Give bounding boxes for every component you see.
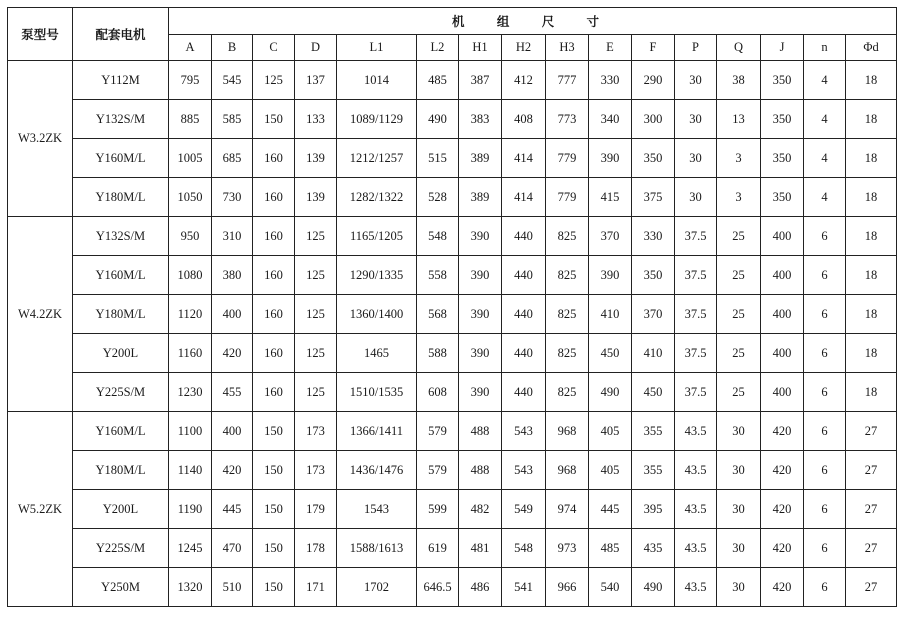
dimension-cell: 27 [846, 490, 897, 529]
motor-cell: Y160M/L [73, 139, 169, 178]
pump-model-cell: W5.2ZK [8, 412, 73, 607]
column-header: Φd [846, 35, 897, 61]
dimension-cell: 30 [717, 529, 761, 568]
dimension-cell: 387 [459, 61, 502, 100]
dimension-cell: 350 [761, 100, 804, 139]
dimension-cell: 400 [761, 373, 804, 412]
dimension-cell: 160 [253, 139, 295, 178]
dimension-cell: 619 [417, 529, 459, 568]
dimension-cell: 585 [212, 100, 253, 139]
dimension-cell: 410 [589, 295, 632, 334]
dimension-cell: 150 [253, 100, 295, 139]
dimension-cell: 1140 [169, 451, 212, 490]
motor-cell: Y225S/M [73, 529, 169, 568]
dimension-cell: 6 [804, 490, 846, 529]
dimension-cell: 1360/1400 [337, 295, 417, 334]
dimension-cell: 825 [546, 217, 589, 256]
dimension-cell: 1165/1205 [337, 217, 417, 256]
dimension-cell: 405 [589, 412, 632, 451]
dimension-cell: 410 [632, 334, 675, 373]
dimension-cell: 4 [804, 139, 846, 178]
dimension-cell: 43.5 [675, 451, 717, 490]
dimension-cell: 1465 [337, 334, 417, 373]
dimension-cell: 481 [459, 529, 502, 568]
dimension-cell: 540 [589, 568, 632, 607]
dimension-cell: 350 [761, 178, 804, 217]
dimension-cell: 125 [295, 334, 337, 373]
dimension-cell: 420 [212, 334, 253, 373]
dimension-cell: 543 [502, 412, 546, 451]
dimension-cell: 408 [502, 100, 546, 139]
dimension-cell: 548 [417, 217, 459, 256]
dimension-cell: 968 [546, 451, 589, 490]
dimension-cell: 330 [589, 61, 632, 100]
dimension-cell: 355 [632, 412, 675, 451]
table-row [8, 412, 897, 451]
dimension-cell: 412 [502, 61, 546, 100]
dimension-cell: 43.5 [675, 529, 717, 568]
dimension-cell: 1510/1535 [337, 373, 417, 412]
dimension-cell: 543 [502, 451, 546, 490]
dimension-cell: 160 [253, 295, 295, 334]
dimension-cell: 30 [717, 568, 761, 607]
dimension-cell: 178 [295, 529, 337, 568]
dimension-cell: 150 [253, 568, 295, 607]
dimension-cell: 885 [169, 100, 212, 139]
table-row [8, 139, 897, 178]
motor-cell: Y180M/L [73, 295, 169, 334]
dimension-cell: 30 [717, 451, 761, 490]
dimension-cell: 350 [761, 139, 804, 178]
dimension-cell: 389 [459, 178, 502, 217]
table-row [8, 295, 897, 334]
dimension-cell: 470 [212, 529, 253, 568]
dimension-cell: 558 [417, 256, 459, 295]
dimension-cell: 375 [632, 178, 675, 217]
dimension-cell: 18 [846, 295, 897, 334]
dimension-cell: 355 [632, 451, 675, 490]
dimension-cell: 160 [253, 334, 295, 373]
dimension-cell: 18 [846, 217, 897, 256]
dimension-cell: 549 [502, 490, 546, 529]
dimension-cell: 440 [502, 217, 546, 256]
dimension-cell: 173 [295, 412, 337, 451]
dimension-cell: 137 [295, 61, 337, 100]
dimension-cell: 6 [804, 451, 846, 490]
dimension-cell: 974 [546, 490, 589, 529]
dimension-cell: 400 [761, 295, 804, 334]
dimension-cell: 548 [502, 529, 546, 568]
dimension-cell: 1014 [337, 61, 417, 100]
dimension-cell: 435 [632, 529, 675, 568]
dimension-cell: 608 [417, 373, 459, 412]
dimension-cell: 125 [295, 295, 337, 334]
dimension-cell: 6 [804, 529, 846, 568]
dimension-cell: 18 [846, 178, 897, 217]
dimension-cell: 415 [589, 178, 632, 217]
pump-model-cell: W4.2ZK [8, 217, 73, 412]
motor-cell: Y160M/L [73, 412, 169, 451]
column-header: P [675, 35, 717, 61]
dimension-cell: 390 [459, 256, 502, 295]
dimension-cell: 37.5 [675, 217, 717, 256]
column-header: B [212, 35, 253, 61]
dimension-cell: 383 [459, 100, 502, 139]
dimension-cell: 4 [804, 178, 846, 217]
dimension-cell: 150 [253, 490, 295, 529]
dimension-cell: 1120 [169, 295, 212, 334]
dimension-cell: 400 [212, 412, 253, 451]
motor-cell: Y132S/M [73, 100, 169, 139]
dimension-cell: 25 [717, 334, 761, 373]
dimension-cell: 18 [846, 334, 897, 373]
dimension-cell: 1366/1411 [337, 412, 417, 451]
motor-cell: Y112M [73, 61, 169, 100]
dimension-cell: 779 [546, 178, 589, 217]
dimension-cell: 37.5 [675, 334, 717, 373]
motor-cell: Y250M [73, 568, 169, 607]
dimension-cell: 420 [212, 451, 253, 490]
dimension-cell: 125 [295, 217, 337, 256]
dimension-cell: 30 [675, 100, 717, 139]
dimension-cell: 25 [717, 295, 761, 334]
dimension-cell: 579 [417, 451, 459, 490]
dimension-cell: 6 [804, 334, 846, 373]
dimension-cell: 6 [804, 568, 846, 607]
column-header: J [761, 35, 804, 61]
dimension-cell: 440 [502, 334, 546, 373]
dimension-cell: 968 [546, 412, 589, 451]
dimension-cell: 160 [253, 373, 295, 412]
column-header: H2 [502, 35, 546, 61]
dimension-cell: 6 [804, 412, 846, 451]
dimension-cell: 390 [459, 373, 502, 412]
dimension-cell: 445 [589, 490, 632, 529]
dimension-cell: 389 [459, 139, 502, 178]
dimension-cell: 420 [761, 412, 804, 451]
dimension-cell: 43.5 [675, 568, 717, 607]
dimension-cell: 440 [502, 373, 546, 412]
dimension-cell: 18 [846, 373, 897, 412]
dimension-cell: 414 [502, 139, 546, 178]
dimension-cell: 6 [804, 295, 846, 334]
pump-unit-dimensions-table [7, 7, 897, 607]
dimension-cell: 1212/1257 [337, 139, 417, 178]
dimension-cell: 1100 [169, 412, 212, 451]
pump-model-header: 泵型号 [8, 8, 73, 61]
dimension-cell: 400 [761, 256, 804, 295]
dimension-cell: 350 [632, 139, 675, 178]
dimension-cell: 3 [717, 178, 761, 217]
dimension-cell: 43.5 [675, 412, 717, 451]
table-row [8, 100, 897, 139]
dimension-cell: 18 [846, 256, 897, 295]
table-row [8, 451, 897, 490]
dimension-cell: 646.5 [417, 568, 459, 607]
dimension-cell: 400 [761, 217, 804, 256]
dimension-cell: 420 [761, 451, 804, 490]
motor-header: 配套电机 [73, 8, 169, 61]
dimension-cell: 414 [502, 178, 546, 217]
dimension-cell: 310 [212, 217, 253, 256]
dimension-cell: 160 [253, 178, 295, 217]
table-row [8, 529, 897, 568]
dimension-cell: 773 [546, 100, 589, 139]
dimension-cell: 350 [632, 256, 675, 295]
dimension-cell: 3 [717, 139, 761, 178]
dimension-cell: 370 [632, 295, 675, 334]
dimension-cell: 482 [459, 490, 502, 529]
dimension-cell: 27 [846, 451, 897, 490]
dimension-cell: 350 [761, 61, 804, 100]
dimension-cell: 1290/1335 [337, 256, 417, 295]
dimension-cell: 30 [675, 139, 717, 178]
dimension-cell: 599 [417, 490, 459, 529]
dimension-cell: 445 [212, 490, 253, 529]
column-header: Q [717, 35, 761, 61]
motor-cell: Y200L [73, 334, 169, 373]
column-header: H1 [459, 35, 502, 61]
dimension-cell: 390 [459, 334, 502, 373]
column-header: L1 [337, 35, 417, 61]
dimension-cell: 825 [546, 373, 589, 412]
dimension-cell: 37.5 [675, 295, 717, 334]
motor-cell: Y132S/M [73, 217, 169, 256]
dimension-cell: 125 [295, 256, 337, 295]
table-row [8, 373, 897, 412]
dimension-cell: 1050 [169, 178, 212, 217]
dimension-cell: 380 [212, 256, 253, 295]
column-header: F [632, 35, 675, 61]
dimension-cell: 160 [253, 217, 295, 256]
motor-cell: Y180M/L [73, 451, 169, 490]
motor-cell: Y180M/L [73, 178, 169, 217]
dimension-cell: 400 [212, 295, 253, 334]
dimension-cell: 25 [717, 217, 761, 256]
dimension-cell: 370 [589, 217, 632, 256]
motor-cell: Y225S/M [73, 373, 169, 412]
dimension-cell: 150 [253, 451, 295, 490]
dimension-cell: 18 [846, 100, 897, 139]
dimension-cell: 340 [589, 100, 632, 139]
pump-model-cell: W3.2ZK [8, 61, 73, 217]
dimension-cell: 950 [169, 217, 212, 256]
dimension-cell: 37.5 [675, 373, 717, 412]
dimension-cell: 486 [459, 568, 502, 607]
dimension-cell: 1436/1476 [337, 451, 417, 490]
table-row [8, 61, 897, 100]
dimension-cell: 420 [761, 490, 804, 529]
table-row [8, 256, 897, 295]
dimension-cell: 825 [546, 334, 589, 373]
dimension-cell: 43.5 [675, 490, 717, 529]
dimension-cell: 1543 [337, 490, 417, 529]
dimension-cell: 490 [632, 568, 675, 607]
dimension-cell: 390 [459, 295, 502, 334]
dimension-cell: 290 [632, 61, 675, 100]
dimension-cell: 1702 [337, 568, 417, 607]
dimension-cell: 30 [717, 490, 761, 529]
dimension-cell: 125 [253, 61, 295, 100]
dimension-cell: 25 [717, 256, 761, 295]
dimension-cell: 420 [761, 529, 804, 568]
dimension-cell: 777 [546, 61, 589, 100]
dimension-cell: 133 [295, 100, 337, 139]
table-row [8, 178, 897, 217]
dimension-cell: 27 [846, 412, 897, 451]
dimension-cell: 440 [502, 256, 546, 295]
dimension-cell: 485 [417, 61, 459, 100]
table-row [8, 217, 897, 256]
table-row [8, 334, 897, 373]
dimension-cell: 1588/1613 [337, 529, 417, 568]
dimension-cell: 13 [717, 100, 761, 139]
dimension-cell: 139 [295, 139, 337, 178]
dimension-cell: 390 [459, 217, 502, 256]
dimension-cell: 18 [846, 61, 897, 100]
dimension-cell: 125 [295, 373, 337, 412]
dimension-cell: 139 [295, 178, 337, 217]
dimension-cell: 450 [589, 334, 632, 373]
dimension-cell: 515 [417, 139, 459, 178]
dimension-cell: 18 [846, 139, 897, 178]
dimension-cell: 30 [675, 61, 717, 100]
column-header: C [253, 35, 295, 61]
table-row [8, 490, 897, 529]
dimension-cell: 1245 [169, 529, 212, 568]
dimension-cell: 150 [253, 529, 295, 568]
unit-dimensions-header: 机 组 尺 寸 [169, 8, 897, 35]
dimension-cell: 179 [295, 490, 337, 529]
motor-cell: Y200L [73, 490, 169, 529]
dimension-cell: 1230 [169, 373, 212, 412]
dimension-cell: 6 [804, 373, 846, 412]
column-header: A [169, 35, 212, 61]
dimension-cell: 1320 [169, 568, 212, 607]
dimension-cell: 27 [846, 568, 897, 607]
table-row [8, 568, 897, 607]
dimension-cell: 4 [804, 100, 846, 139]
dimension-cell: 795 [169, 61, 212, 100]
column-header: D [295, 35, 337, 61]
table-body [8, 61, 897, 607]
dimension-cell: 420 [761, 568, 804, 607]
dimension-cell: 568 [417, 295, 459, 334]
dimension-cell: 390 [589, 256, 632, 295]
column-header: E [589, 35, 632, 61]
dimension-cell: 30 [717, 412, 761, 451]
dimension-cell: 395 [632, 490, 675, 529]
dimension-cell: 171 [295, 568, 337, 607]
dimension-cell: 579 [417, 412, 459, 451]
dimension-cell: 6 [804, 256, 846, 295]
dimension-cell: 150 [253, 412, 295, 451]
dimension-cell: 510 [212, 568, 253, 607]
dimension-cell: 25 [717, 373, 761, 412]
dimension-cell: 1005 [169, 139, 212, 178]
dimension-cell: 440 [502, 295, 546, 334]
dimension-cell: 173 [295, 451, 337, 490]
dimension-cell: 6 [804, 217, 846, 256]
dimension-cell: 685 [212, 139, 253, 178]
dimension-cell: 588 [417, 334, 459, 373]
dimension-cell: 779 [546, 139, 589, 178]
dimension-cell: 485 [589, 529, 632, 568]
column-header: n [804, 35, 846, 61]
dimension-cell: 1282/1322 [337, 178, 417, 217]
dimension-cell: 730 [212, 178, 253, 217]
dimension-cell: 488 [459, 412, 502, 451]
dimension-cell: 300 [632, 100, 675, 139]
dimension-cell: 1190 [169, 490, 212, 529]
dimension-cell: 825 [546, 295, 589, 334]
dimension-cell: 330 [632, 217, 675, 256]
dimension-cell: 4 [804, 61, 846, 100]
dimension-cell: 490 [589, 373, 632, 412]
dimension-cell: 528 [417, 178, 459, 217]
dimension-cell: 541 [502, 568, 546, 607]
dimension-cell: 37.5 [675, 256, 717, 295]
dimension-cell: 390 [589, 139, 632, 178]
dimension-cell: 30 [675, 178, 717, 217]
dimension-cell: 450 [632, 373, 675, 412]
dimension-cell: 545 [212, 61, 253, 100]
dimension-cell: 38 [717, 61, 761, 100]
dimension-cell: 488 [459, 451, 502, 490]
dimension-cell: 1160 [169, 334, 212, 373]
motor-cell: Y160M/L [73, 256, 169, 295]
column-header: H3 [546, 35, 589, 61]
dimension-cell: 966 [546, 568, 589, 607]
dimension-cell: 455 [212, 373, 253, 412]
dimension-cell: 825 [546, 256, 589, 295]
column-header: L2 [417, 35, 459, 61]
dimension-cell: 973 [546, 529, 589, 568]
dimension-cell: 400 [761, 334, 804, 373]
dimension-cell: 27 [846, 529, 897, 568]
dimension-cell: 1089/1129 [337, 100, 417, 139]
dimension-cell: 490 [417, 100, 459, 139]
dimension-cell: 160 [253, 256, 295, 295]
dimension-cell: 1080 [169, 256, 212, 295]
dimension-cell: 405 [589, 451, 632, 490]
